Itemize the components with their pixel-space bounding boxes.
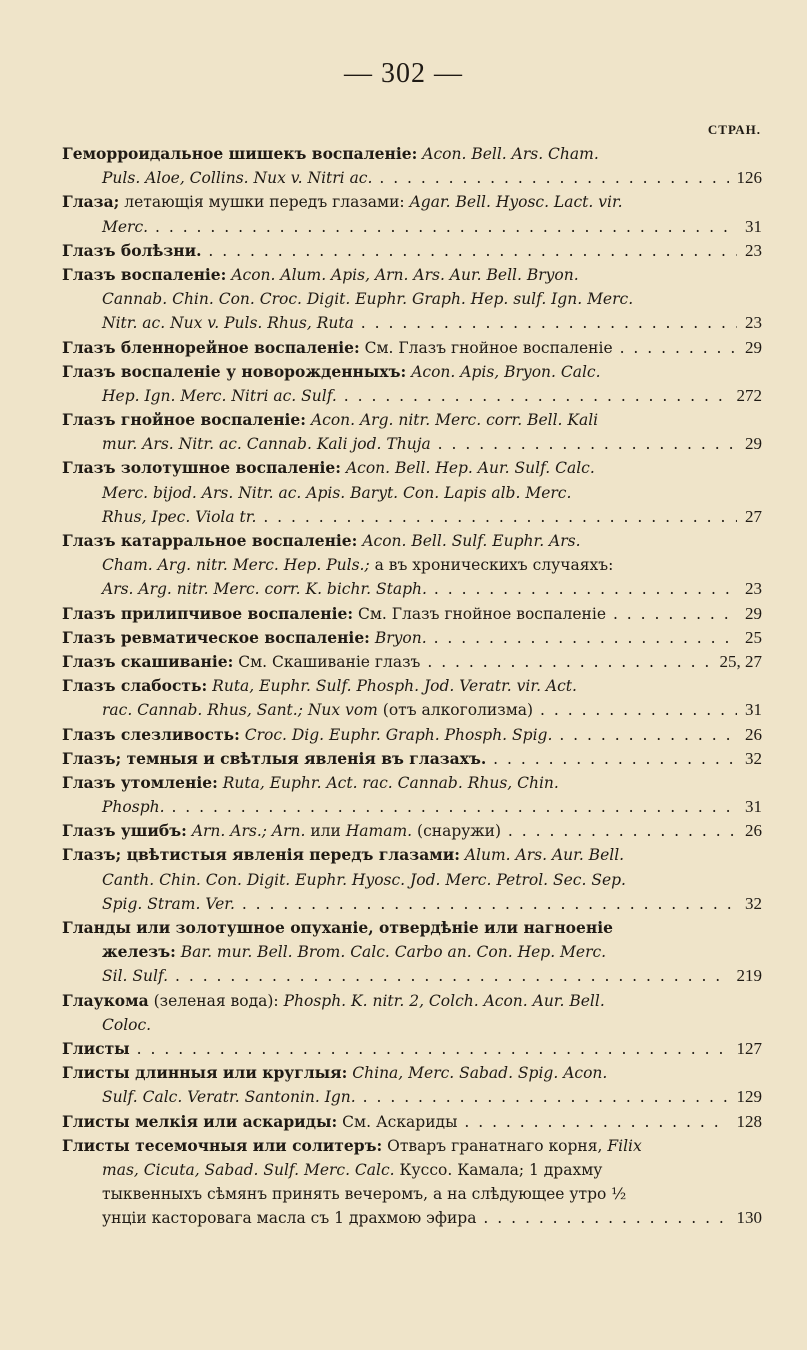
entry-note: См. Скашиваніе глазъ <box>233 652 421 671</box>
remedy-list: Agar. Bell. Hyosc. Lact. vir. <box>404 193 623 212</box>
entry-heading: Гланды или золотушное опуханіе, отвердѣніе или нагноеніе <box>62 918 613 937</box>
page-reference: 128 <box>729 1110 763 1134</box>
entry-note: См. Глазъ гнойное воспаленіе <box>353 604 607 623</box>
page-reference: 130 <box>729 1206 763 1230</box>
index-entry-line <box>62 336 762 360</box>
entry-heading: Глаза; <box>62 192 120 212</box>
entry-text <box>102 1088 762 1106</box>
page-reference: 32 <box>737 892 762 916</box>
entry-text <box>102 484 571 502</box>
entry-text <box>102 1209 762 1227</box>
index-entry-line <box>62 1013 762 1037</box>
entry-note: (зеленая вода): <box>148 991 279 1010</box>
entry-text <box>102 290 633 308</box>
index-entry-line <box>62 892 762 916</box>
remedy-list: rac. Cannab. Rhus, Sant.; Nux vom <box>102 701 378 720</box>
page-reference: 23 <box>737 239 762 263</box>
entry-text <box>102 1161 602 1179</box>
entry-text <box>102 701 762 719</box>
remedy-list: Puls. Aloe, Collins. Nux v. Nitri ac. <box>102 169 373 188</box>
index-entry-line <box>62 190 762 214</box>
entry-text <box>62 1064 607 1082</box>
entry-heading: Глазъ ревматическое воспаленіе: <box>62 627 370 647</box>
remedy-list: Croc. Dig. Euphr. Graph. Phosph. Spig. <box>239 725 553 744</box>
entry-text <box>62 411 598 429</box>
page-reference: 31 <box>737 698 762 722</box>
entry-text <box>62 726 762 744</box>
entry-text <box>102 895 762 913</box>
remedy-list: Filix <box>602 1136 642 1155</box>
remedy-list: Canth. Chin. Con. Digit. Euphr. Hyosc. Jod. Merc. Petrol. Sec. Sep. <box>102 870 626 889</box>
index-entry-line <box>62 626 762 650</box>
entry-note: См. Глазъ гнойное воспаленіе <box>359 338 613 357</box>
index-entry-line <box>62 215 762 239</box>
index-entry-line <box>62 239 762 263</box>
entry-heading: железъ: <box>102 942 176 962</box>
index-entry-line <box>62 723 762 747</box>
remedy-list: Merc. <box>102 217 149 236</box>
index-entry <box>62 1037 762 1061</box>
index-entry <box>62 142 762 190</box>
entry-text <box>102 508 762 526</box>
entry-text <box>62 145 599 163</box>
page-reference: 127 <box>729 1037 763 1061</box>
entry-text <box>62 992 605 1010</box>
index-entry-line <box>62 674 762 698</box>
index-entry <box>62 674 762 722</box>
remedy-list: Phosph. K. nitr. 2, Colch. Acon. Aur. Bell. <box>278 991 605 1010</box>
entry-heading: Глазъ слабость: <box>62 676 208 696</box>
index-entry-line <box>62 287 762 311</box>
entry-heading: Глазъ прилипчивое воспаленіе: <box>62 603 354 623</box>
entry-heading: Глазъ золотушное воспаленіе: <box>62 458 342 478</box>
index-entry-line <box>62 384 762 408</box>
page-reference: 31 <box>737 215 762 239</box>
remedy-list: mur. Ars. Nitr. ac. Cannab. Kali jod. Thuja <box>102 435 431 454</box>
index-entry <box>62 1134 762 1231</box>
remedy-list: Ruta, Euphr. Act. rac. Cannab. Rhus, Chin. <box>217 773 559 792</box>
entry-heading: Геморроидальное шишекъ воспаленіе: <box>62 144 418 163</box>
index-entry <box>62 916 762 989</box>
entry-text <box>102 387 762 405</box>
entry-text <box>62 919 613 937</box>
index-entry <box>62 1110 762 1134</box>
index-entry-line <box>62 408 762 432</box>
index-entry <box>62 529 762 602</box>
index-entry-line <box>62 868 762 892</box>
entry-text <box>62 677 577 695</box>
index-entry-line <box>62 1182 762 1206</box>
index-entry <box>62 843 762 916</box>
entry-text <box>62 459 595 477</box>
remedy-list: Phosph. <box>102 798 165 817</box>
entry-text <box>102 798 762 816</box>
remedy-list: Nitr. ac. Nux v. Puls. Rhus, Ruta <box>102 314 354 333</box>
index-entry-line <box>62 432 762 456</box>
entry-text <box>102 1016 151 1034</box>
remedy-list: Spig. Stram. Ver. <box>102 894 235 913</box>
index-entry <box>62 747 762 771</box>
page-reference: 26 <box>737 723 762 747</box>
index-entry-line <box>62 311 762 335</box>
entry-text <box>62 339 762 357</box>
entry-text <box>62 846 624 864</box>
remedy-list: Acon. Bell. Hep. Aur. Sulf. Calc. <box>341 459 595 478</box>
entry-text <box>62 653 762 671</box>
index-entry-line <box>62 1158 762 1182</box>
index-entry-line <box>62 1061 762 1085</box>
remedy-list: Hamam. <box>340 822 413 841</box>
remedy-list: Acon. Apis, Bryon. Calc. <box>406 362 601 381</box>
index-entry <box>62 239 762 263</box>
entry-heading: Глазъ воспаленіе: <box>62 264 227 284</box>
entry-text <box>62 242 762 260</box>
index-entry-line <box>62 795 762 819</box>
index-entry-line <box>62 602 762 626</box>
entry-text <box>62 750 762 768</box>
index-entry-line <box>62 481 762 505</box>
index-entry-line <box>62 650 762 674</box>
page-reference: 27 <box>737 505 762 529</box>
entry-text <box>62 1040 762 1058</box>
entry-text <box>62 774 559 792</box>
page-reference: 126 <box>729 166 763 190</box>
entry-text <box>102 580 762 598</box>
entry-text <box>62 605 762 623</box>
index-entry <box>62 360 762 408</box>
remedy-list: Cannab. Chin. Con. Croc. Digit. Euphr. Graph. Hep. sulf. Ign. Merc. <box>102 290 634 309</box>
remedy-list: Rhus, Ipec. Viola tr. <box>102 507 257 526</box>
remedy-list: Acon. Alum. Apis, Arn. Ars. Aur. Bell. Bryon. <box>226 265 579 284</box>
page-reference: 272 <box>729 384 763 408</box>
entry-text <box>62 363 601 381</box>
page-column-label: СТРАН. <box>707 122 761 137</box>
index-entry-line <box>62 1134 762 1158</box>
page-reference: 29 <box>737 432 762 456</box>
page-reference: 23 <box>737 577 762 601</box>
entry-text <box>102 314 762 332</box>
remedy-list: Sil. Sulf. <box>102 967 169 986</box>
page-number: — 302 — <box>344 58 463 89</box>
page-reference: 25, 27 <box>712 650 763 674</box>
entry-heading: Глазъ бленнорейное воспаленіе: <box>62 337 360 357</box>
entry-text <box>102 1185 626 1203</box>
entry-heading: Глазъ скашиваніе: <box>62 651 234 671</box>
index-entry <box>62 190 762 238</box>
index-entry-line <box>62 916 762 940</box>
index-entry-line <box>62 553 762 577</box>
index-entry-line <box>62 1110 762 1134</box>
page-reference: 29 <box>737 602 762 626</box>
index-entry-line <box>62 577 762 601</box>
entry-text <box>102 169 762 187</box>
index-entry <box>62 723 762 747</box>
remedy-list: Bar. mur. Bell. Brom. Calc. Carbo an. Con. Hep. Merc. <box>175 943 607 962</box>
index-entry-line <box>62 819 762 843</box>
index-entry-line <box>62 771 762 795</box>
remedy-list: Acon. Bell. Sulf. Euphr. Ars. <box>357 532 581 550</box>
remedy-list: China, Merc. Sabad. Spig. Acon. <box>347 1064 608 1083</box>
remedy-list: mas, Cicuta, Sabad. Sulf. Merc. Calc. <box>102 1160 395 1179</box>
entry-heading: Глаукома <box>62 990 149 1010</box>
entry-note: тыквенныхъ сѣмянъ принять вечеромъ, а на слѣдующее утро ½ <box>102 1185 627 1204</box>
index-entry-line <box>62 747 762 771</box>
entry-text <box>62 1113 762 1131</box>
index-entry <box>62 626 762 650</box>
entry-text <box>102 556 613 574</box>
entry-heading: Глазъ болѣзни. <box>62 240 202 260</box>
remedy-list: Hep. Ign. Merc. Nitri ac. Sulf. <box>102 386 337 405</box>
remedy-list: Cham. Arg. nitr. Merc. Hep. Puls.; <box>102 556 370 575</box>
entry-heading: Глисты длинныя или круглыя: <box>62 1063 348 1083</box>
entry-heading: Глазъ катарральное воспаленіе: <box>62 531 358 550</box>
entry-note: См. Аскариды <box>337 1112 458 1131</box>
index-entry <box>62 989 762 1037</box>
index-entry <box>62 336 762 360</box>
entry-text <box>102 943 606 961</box>
remedy-list: Merc. bijod. Ars. Nitr. ac. Apis. Baryt. Con. Lapis alb. Merc. <box>102 483 572 502</box>
entry-note: (отъ алкоголизма) <box>377 701 534 720</box>
index-entry-line <box>62 1085 762 1109</box>
remedy-list: Alum. Ars. Aur. Bell. <box>459 846 625 865</box>
entry-text <box>62 629 762 647</box>
entry-heading: Глазъ утомленіе: <box>62 772 218 792</box>
remedy-list: Arn. Ars.; Arn. <box>186 822 306 841</box>
entry-heading: Глазъ воспаленіе у новорожденныхъ: <box>62 361 407 381</box>
index-entry <box>62 263 762 336</box>
index-entry-line <box>62 843 762 867</box>
page-reference: 129 <box>729 1085 763 1109</box>
remedy-list: Sulf. Calc. Veratr. Santonin. Ign. <box>102 1088 356 1107</box>
entry-note: Отваръ гранатнаго корня, <box>382 1136 603 1155</box>
entry-text <box>102 435 762 453</box>
entry-text <box>102 967 762 985</box>
entry-heading: Глазъ; цвѣтистыя явленія передъ глазами: <box>62 845 460 865</box>
index-entry <box>62 602 762 626</box>
index-entry <box>62 1061 762 1109</box>
entry-heading: Глазъ слезливость: <box>62 724 240 744</box>
index-entry <box>62 819 762 843</box>
index-entry-line <box>62 263 762 287</box>
entry-text <box>62 822 762 840</box>
entry-heading: Глисты <box>62 1038 130 1058</box>
remedy-list: Coloc. <box>102 1015 152 1034</box>
entry-note: (снаружи) <box>412 822 501 841</box>
entry-note: унціи касторовага масла съ 1 драхмою эфира <box>102 1209 477 1228</box>
entry-text <box>62 1137 642 1155</box>
index-entry-line <box>62 505 762 529</box>
remedy-list: Bryon. <box>369 628 427 647</box>
index-entry-line <box>62 529 762 553</box>
entry-text <box>102 218 762 236</box>
index-entry-line <box>62 1037 762 1061</box>
index-entry <box>62 771 762 819</box>
entry-text <box>102 871 626 889</box>
page-reference: 25 <box>737 626 762 650</box>
index-entry-line <box>62 698 762 722</box>
index-entry <box>62 650 762 674</box>
entry-heading: Глисты мелкія или аскариды: <box>62 1111 338 1131</box>
index-entry <box>62 408 762 456</box>
page-reference: 219 <box>729 964 763 988</box>
index-entry-line <box>62 166 762 190</box>
index-entry-line <box>62 360 762 384</box>
entry-heading: Глазъ; темныя и свѣтлыя явленія въ глазахъ. <box>62 748 487 768</box>
entry-text <box>62 193 623 211</box>
index-list <box>62 142 762 1230</box>
entry-heading: Глисты тесемочныя или солитеръ: <box>62 1135 383 1155</box>
entry-note: а въ хроническихъ случаяхъ: <box>369 556 614 575</box>
remedy-list: Ruta, Euphr. Sulf. Phosph. Jod. Veratr. vir. Act. <box>207 677 577 696</box>
page-reference: 31 <box>737 795 762 819</box>
entry-heading: Глазъ ушибъ: <box>62 821 187 841</box>
entry-note: летающія мушки передъ глазами: <box>119 193 405 212</box>
entry-note: Куссо. Камала; 1 драхму <box>394 1160 603 1179</box>
entry-text <box>62 266 579 284</box>
index-entry-line <box>62 989 762 1013</box>
entry-text <box>62 532 581 550</box>
index-entry <box>62 456 762 529</box>
index-entry-line <box>62 142 762 166</box>
page-reference: 23 <box>737 311 762 335</box>
entry-heading: Глазъ гнойное воспаленіе: <box>62 410 307 430</box>
index-entry-line <box>62 964 762 988</box>
index-entry-line <box>62 456 762 480</box>
remedy-list: Acon. Bell. Ars. Cham. <box>417 145 599 163</box>
remedy-list: Acon. Arg. nitr. Merc. corr. Bell. Kali <box>306 411 599 430</box>
entry-note: или <box>305 822 341 841</box>
index-entry-line <box>62 940 762 964</box>
page-reference: 29 <box>737 336 762 360</box>
index-entry-line <box>62 1206 762 1230</box>
page-reference: 26 <box>737 819 762 843</box>
remedy-list: Ars. Arg. nitr. Merc. corr. K. bichr. Staph. <box>102 580 427 599</box>
page-reference: 32 <box>737 747 762 771</box>
